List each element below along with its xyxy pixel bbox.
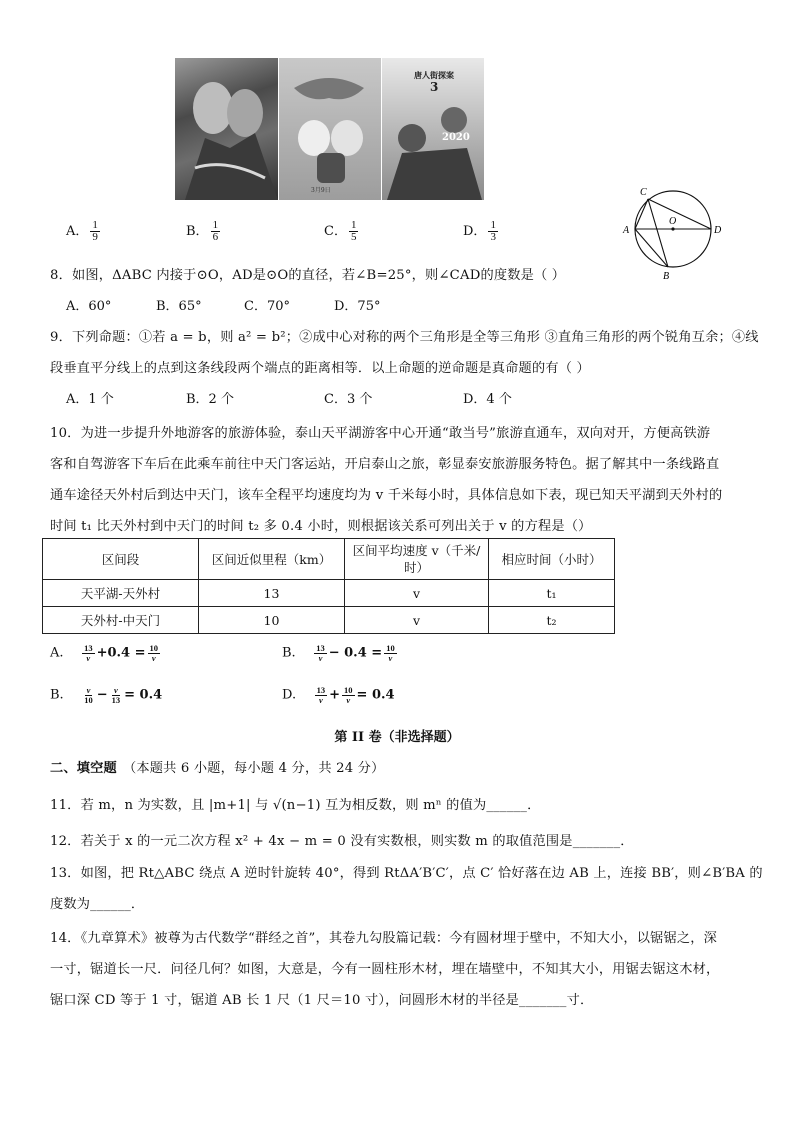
q9-option-a[interactable]: A．1 个 <box>66 392 114 407</box>
q10-option-c[interactable]: B. $\frac{v}{10}$ − $\frac{v}{13}$ = 0.4 <box>50 685 163 705</box>
q13-line-1: 13．如图，把 Rt△ABC 绕点 A 逆时针旋转 40°，得到 RtΔA′B′C′，点 C′ 恰好落在边 AB 上，连接 BB′，则∠B′BA 的 <box>50 866 763 881</box>
q13-line-2: 度数为______． <box>50 897 145 912</box>
q7-option-a[interactable]: A． $\frac{1}{9}$ <box>66 219 98 243</box>
label-d: D <box>714 225 722 236</box>
q9-option-c[interactable]: C．3 个 <box>324 392 373 407</box>
section-title: 第 II 卷（非选择题） <box>334 730 460 745</box>
table-cell: 天平湖-天外村 <box>43 580 199 607</box>
q10-line-2: 客和自驾游客下车后在此乘车前往中天门客运站，开启泰山之旅，彰显泰安旅游服务特色。据了解其中一条线路直 <box>50 457 720 472</box>
poster-1 <box>175 58 278 200</box>
q14-line-2: 一寸，锯道长一尺．问径几何？如图，大意是，今有一圆柱形木材，埋在墙壁中，不知其大小，用锯去锯这木材， <box>50 962 720 977</box>
table-row <box>43 607 615 634</box>
label-b: B <box>663 271 670 282</box>
label-c: C <box>640 187 647 198</box>
q10-line-1: 10．为进一步提升外地游客的旅游体验，泰山天平湖游客中心开通“敢当号”旅游直通车，双向对开，方便高铁游 <box>50 426 711 441</box>
poster-3-title: 唐人街探案 <box>414 70 454 80</box>
table-header: 区间平均速度 v（千米/时） <box>345 539 489 580</box>
label-o: O <box>669 216 677 227</box>
q12-text: 12．若关于 x 的一元二次方程 x² + 4x − m = 0 没有实数根，则实数 m 的取值范围是_______． <box>50 834 634 849</box>
q10-option-a[interactable]: A. $\frac{13}{v}$ +0.4 = $\frac{10}{v}$ <box>50 643 158 663</box>
poster-1-art <box>175 58 278 200</box>
table-cell: t₁ <box>489 580 615 607</box>
table-header: 区间近似里程（km） <box>199 539 345 580</box>
q8-option-a[interactable]: A．60° <box>66 299 112 314</box>
q10-line-4: 时间 t₁ 比天外村到中天门的时间 t₂ 多 0.4 小时，则根据该关系可列出关于 v 的方程是（） <box>50 519 592 534</box>
poster-3-num: 3 <box>430 80 439 94</box>
q10-table <box>42 538 615 634</box>
q14-line-3: 锯口深 CD 等于 1 寸，锯道 AB 长 1 尺（1 尺＝10 寸），问圆形木材的半径是_______寸． <box>50 993 594 1008</box>
q10-option-d[interactable]: D. $\frac{13}{v}$ + $\frac{10}{v}$ = 0.4 <box>282 685 395 705</box>
q9-line-2: 段垂直平分线上的点到这条线段两个端点的距离相等．以上命题的逆命题是真命题的有（ ） <box>50 361 590 376</box>
poster-3-art <box>382 58 484 200</box>
table-cell: t₂ <box>489 607 615 634</box>
table-cell: v <box>345 607 489 634</box>
section-heading: 二、填空题 （本题共 6 小题，每小题 4 分，共 24 分） <box>50 761 385 776</box>
table-row <box>43 580 615 607</box>
q8-option-d[interactable]: D．75° <box>334 299 381 314</box>
table-header: 相应时间（小时） <box>489 539 615 580</box>
poster-3 <box>382 58 484 200</box>
poster-2-date: 3月9日 <box>311 187 331 194</box>
q10-option-b[interactable]: B. $\frac{13}{v}$ − 0.4 = $\frac{10}{v}$ <box>282 643 395 663</box>
q14-line-1: 14．《九章算术》被尊为古代数学“群经之首”，其卷九勾股篇记载：今有圆材埋于壁中，不知大小，以锯锯之，深 <box>50 931 718 946</box>
q7-option-d[interactable]: D． $\frac{1}{3}$ <box>463 219 496 243</box>
label-a: A <box>623 225 630 236</box>
table-cell: 天外村-中天门 <box>43 607 199 634</box>
q7-option-c[interactable]: C． $\frac{1}{5}$ <box>324 219 357 243</box>
table-cell: 10 <box>199 607 345 634</box>
q8-text: 8．如图，ΔABC 内接于⊙O，AD是⊙O的直径，若∠B=25°，则∠CAD的度数是（ ） <box>50 268 566 283</box>
q9-option-d[interactable]: D．4 个 <box>463 392 512 407</box>
poster-2-art <box>279 58 381 200</box>
circle-diagram <box>618 182 734 282</box>
q8-option-b[interactable]: B．65° <box>156 299 202 314</box>
table-cell: 13 <box>199 580 345 607</box>
table-header: 区间段 <box>43 539 199 580</box>
q7-option-b[interactable]: B． $\frac{1}{6}$ <box>186 219 219 243</box>
q8-option-c[interactable]: C．70° <box>244 299 290 314</box>
q10-line-3: 通车途径天外村后到达中天门，该车全程平均速度均为 v 千米每小时，具体信息如下表，现已知天平湖到天外村的 <box>50 488 723 503</box>
q9-line-1: 9．下列命题：①若 a = b，则 a² = b²；②成中心对称的两个三角形是全等三角形 ③直角三角形的两个锐角互余；④线 <box>50 330 759 345</box>
table-cell: v <box>345 580 489 607</box>
poster-3-year: 2020 <box>442 132 470 143</box>
table-header-row <box>43 539 615 580</box>
q9-option-b[interactable]: B．2 个 <box>186 392 234 407</box>
poster-2 <box>279 58 381 200</box>
q11-text: 11．若 m，n 为实数，且 |m+1| 与 √(n−1) 互为相反数，则 mⁿ 的值为______． <box>50 798 541 813</box>
